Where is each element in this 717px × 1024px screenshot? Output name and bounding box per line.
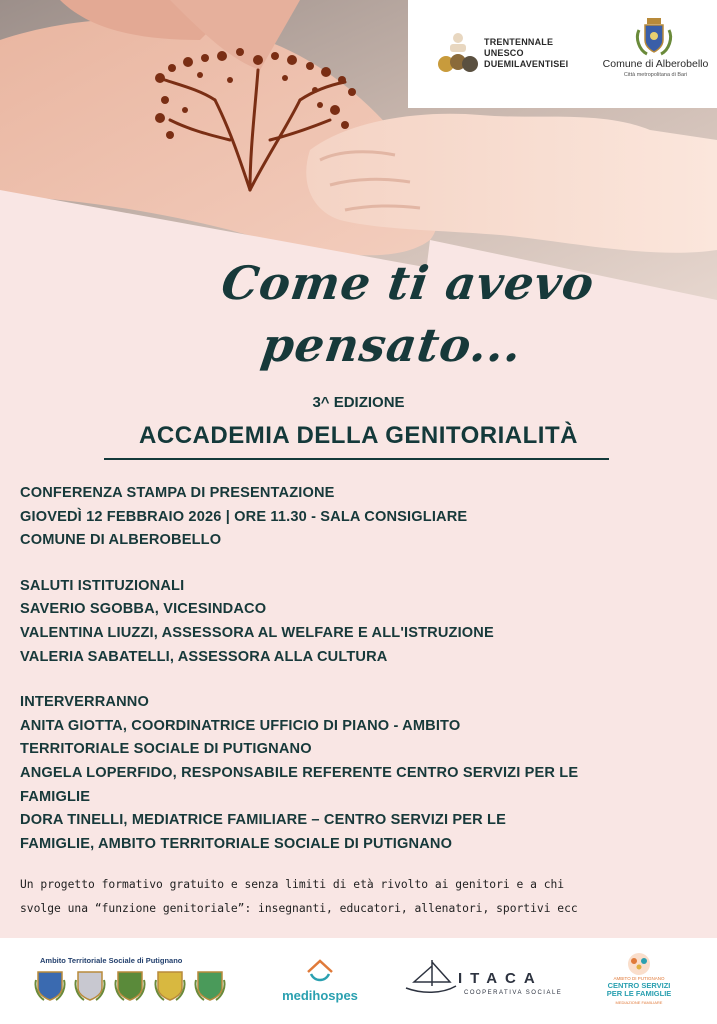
medihospes-text: medihospes [282, 988, 358, 1003]
comune-subtitle: Città metropolitana di Bari [623, 72, 688, 78]
event-details [20, 482, 710, 856]
description-line-2: svolge una “funzione genitoriale”: insegnanti, educatori, allenatori, sportivi ecc [20, 902, 578, 915]
main-title: ACCADEMIA DELLA GENITORIALITÀ [139, 422, 578, 449]
unesco-line-2: UNESCO [484, 48, 524, 58]
edition-label: 3^ EDIZIONE [312, 394, 405, 411]
crest-icon [194, 968, 226, 1002]
family-icon [626, 952, 652, 976]
title-divider [104, 458, 609, 460]
comune-name: Comune di Alberobello [602, 58, 709, 70]
centro-servizi-logo [604, 952, 674, 1012]
csf-main-text [604, 982, 674, 998]
speakers-line-2: TERRITORIALE SOCIALE DI PUTIGNANO [20, 741, 312, 758]
crest-icon [154, 968, 186, 1002]
alberobello-crest-icon [633, 16, 675, 56]
press-line-3: COMUNE DI ALBEROBELLO [20, 532, 222, 549]
csf-main-line-1: CENTRO SERVIZI [607, 981, 671, 990]
description-line-1: Un progetto formativo gratuito e senza limiti di età rivolto ai genitori e a chi [20, 878, 565, 891]
csf-main-line-2: PER LE FAMIGLIE [606, 989, 672, 998]
press-line-2: GIOVEDÌ 12 FEBBRAIO 2026 | ORE 11.30 - SALA CONSIGLIARE [20, 508, 468, 525]
unesco-anniversary-icon [436, 32, 480, 76]
greetings-heading: SALUTI ISTITUZIONALI [20, 577, 185, 594]
header-logos [408, 0, 717, 108]
project-description [20, 873, 710, 921]
greetings-line-3: VALERIA SABATELLI, ASSESSORA ALLA CULTURA [20, 648, 388, 665]
speakers-line-3: ANGELA LOPERFIDO, RESPONSABILE REFERENTE CENTRO SERVIZI PER LE [20, 764, 579, 781]
speakers-line-5: DORA TINELLI, MEDIATRICE FAMILIARE – CENTRO SERVIZI PER LE [20, 812, 506, 829]
unesco-line-1: TRENTENNALE [484, 37, 554, 47]
crest-icon [34, 968, 66, 1002]
ambito-title: Ambito Territoriale Sociale di Putignano [40, 956, 183, 965]
script-title-line-1: Come ti avevo [218, 256, 598, 310]
footer-logos [0, 938, 717, 1024]
speakers-line-6: FAMIGLIE, AMBITO TERRITORIALE SOCIALE DI PUTIGNANO [20, 835, 453, 852]
greetings-line-2: VALENTINA LIUZZI, ASSESSORA AL WELFARE E ALL'ISTRUZIONE [20, 624, 494, 641]
medihospes-logo [275, 958, 365, 1008]
speakers-line-1: ANITA GIOTTA, COORDINATRICE UFFICIO DI PIANO - AMBITO [20, 717, 461, 734]
itaca-logo [402, 956, 563, 1005]
crest-icon [74, 968, 106, 1002]
municipal-crests [34, 968, 226, 1002]
speakers-heading: INTERVERRANNO [20, 694, 149, 711]
press-line-1: CONFERENZA STAMPA DI PRESENTAZIONE [20, 485, 335, 501]
itaca-name: ITACA [458, 970, 543, 987]
csf-top-text: AMBITO DI PUTIGNANO [613, 976, 665, 981]
script-title-line-2: pensato... [258, 318, 526, 372]
greetings-line-1: SAVERIO SGOBBA, VICESINDACO [20, 601, 267, 618]
csf-bottom-text: MEDIAZIONE FAMILIARE [615, 1000, 663, 1005]
speakers-line-4: FAMIGLIE [20, 788, 91, 805]
unesco-line-3: DUEMILAVENTISEI [484, 59, 569, 69]
boat-icon [402, 956, 458, 1000]
house-icon [305, 958, 335, 986]
crest-icon [114, 968, 146, 1002]
itaca-subtitle: COOPERATIVA SOCIALE [464, 990, 563, 996]
unesco-logo-text [484, 37, 568, 70]
